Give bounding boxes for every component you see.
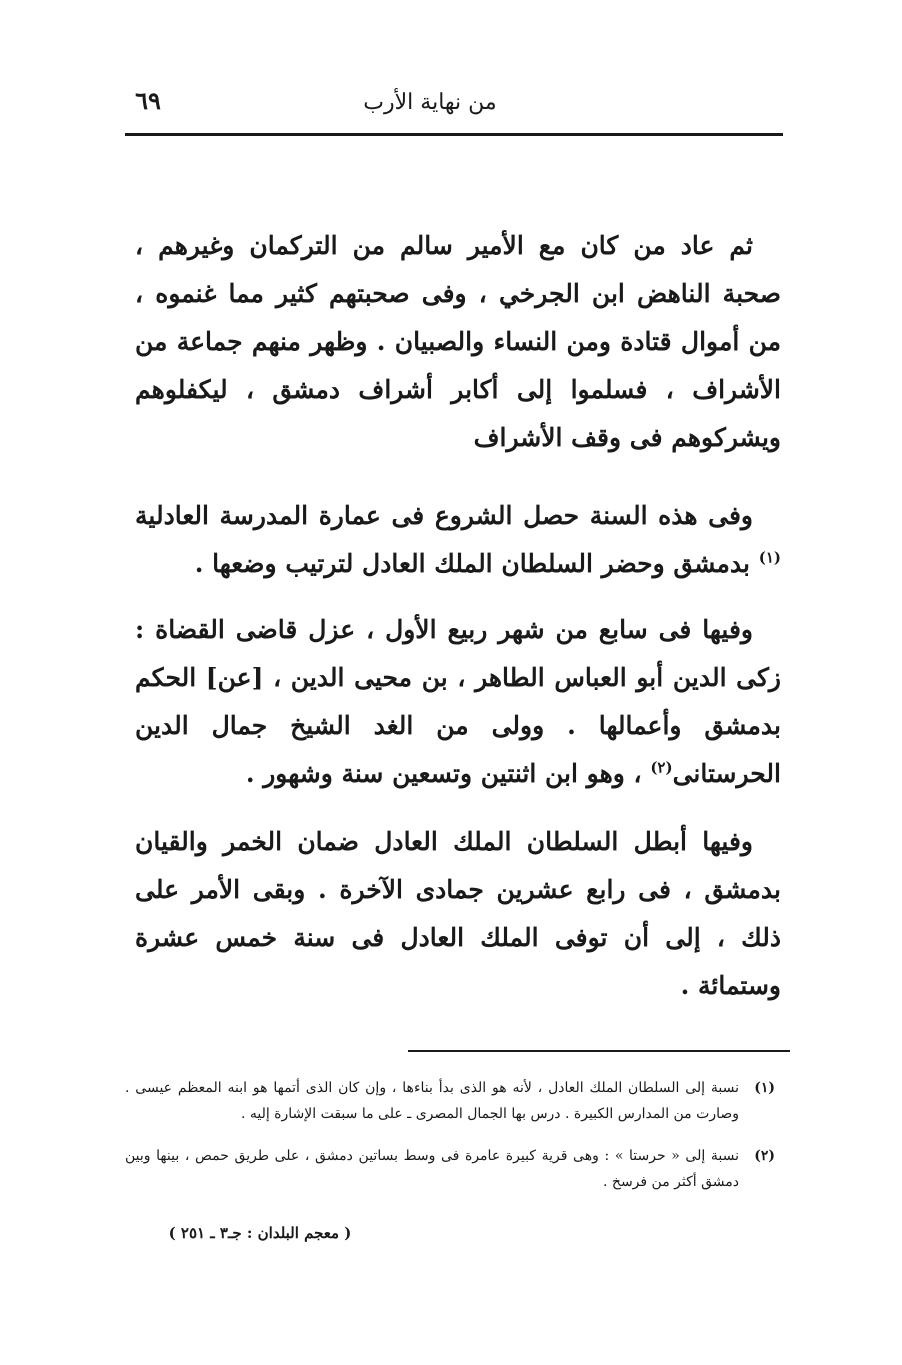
paragraph-3 bbox=[135, 606, 781, 798]
footnote-1 bbox=[125, 1075, 775, 1127]
footnote-ref-1[interactable]: (١) bbox=[758, 548, 781, 567]
paragraph-2-text-before: وفى هذه السنة حصل الشروع فى عمارة المدرسة العادلية bbox=[135, 501, 753, 530]
source-reference: ( معجم البلدان : جـ٣ ـ ٢٥١ ) bbox=[168, 1224, 352, 1242]
paragraph-3-text bbox=[135, 606, 781, 798]
footnote-1-number: (١) bbox=[754, 1080, 775, 1096]
footnotes bbox=[125, 1075, 775, 1211]
paragraph-3-text-after: ، وهو ابن اثنتين وتسعين سنة وشهور . bbox=[245, 759, 642, 788]
header-rule bbox=[125, 133, 783, 136]
footnote-ref-2[interactable]: (٢) bbox=[650, 758, 673, 777]
footnote-rule bbox=[408, 1050, 790, 1052]
paragraph-1 bbox=[135, 222, 781, 462]
paragraph-4 bbox=[135, 818, 781, 1010]
footnote-1-text: نسبة إلى السلطان الملك العادل ، لأنه هو الذى بدأ بناءها ، وإن كان الذى أتمها هو ابنه المعظم عيسى . وصارت من المدارس الكبيرة . درس بها الجمال المصرى ـ على ما سبقت الإشارة إليه . bbox=[125, 1080, 739, 1122]
paragraph-1-text: ثم عاد من كان مع الأمير سالم من التركمان وغيرهم ، صحبة الناهض ابن الجرخي ، وفى صحبتهم كثير مما غنموه ، من أموال قتادة ومن النساء والصبيان . وظهر منهم جماعة من الأشراف ، فسلموا إلى أكابر أشراف دمشق ، ليكفلوهم ويشركوهم فى وقف الأشراف bbox=[135, 231, 781, 452]
footnote-2-text: نسبة إلى « حرستا » : وهى قرية كبيرة عامرة فى وسط بساتين دمشق ، على طريق حمص ، بينها وبين دمشق أكثر من فرسخ . bbox=[125, 1148, 739, 1190]
paragraph-2-text bbox=[135, 492, 781, 588]
paragraph-4-text: وفيها أبطل السلطان الملك العادل ضمان الخمر والقيان بدمشق ، فى رابع عشرين جمادى الآخرة . وبقى الأمر على ذلك ، إلى أن توفى الملك العادل فى سنة خمس عشرة وستمائة . bbox=[135, 827, 781, 1000]
paragraph-3-text-before: وفيها فى سابع من شهر ربيع الأول ، عزل قاضى القضاة : زكى الدين أبو العباس الطاهر ، بن محيى الدين ، [عن] الحكم بدمشق وأعمالها . وولى من الغد الشيخ جمال الدين الحرستانى bbox=[135, 615, 781, 788]
paragraph-2-text-after: بدمشق وحضر السلطان الملك العادل لترتيب وضعها . bbox=[194, 549, 750, 578]
running-head: من نهاية الأرب bbox=[363, 90, 497, 115]
page-number: ٦٩ bbox=[135, 86, 161, 115]
footnote-2-number: (٢) bbox=[754, 1148, 775, 1164]
footnote-2 bbox=[125, 1143, 775, 1195]
paragraph-2 bbox=[135, 492, 781, 588]
